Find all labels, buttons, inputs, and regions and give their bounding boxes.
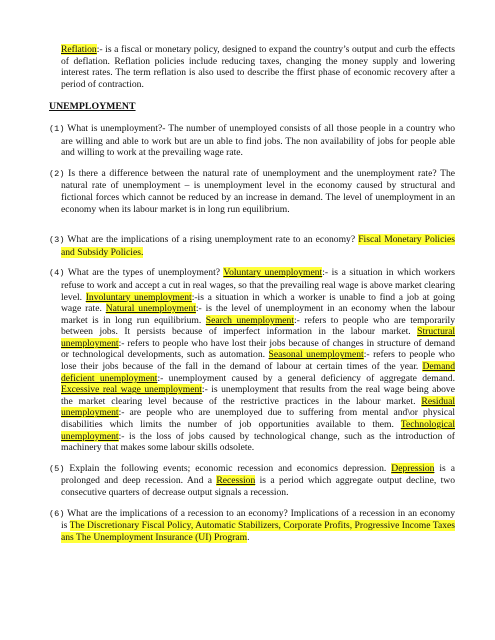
question-1-text: What is unemployment?- The number of unemployed consists of all those people in a country who are willing and able to work but are un able to find jobs. The non availability of jobs for people able and willing to work at the prevailing wage rate.: [61, 122, 455, 159]
question-4-text: What are the types of unemployment?: [64, 267, 224, 279]
term-seasonal: Seasonal unemployment: [268, 349, 364, 361]
term-recession: Recession: [216, 475, 256, 487]
question-2: [49, 168, 455, 215]
term-excessive-real-wage: Excessive real wage unemployment: [61, 384, 202, 396]
def-residual: :- are people who are unemployed due to suffering from mental and\or physical disabilities which limits the number of job opportunities available to them.: [61, 407, 455, 431]
term-residual: Residual unemployment: [61, 395, 455, 419]
question-1-number: (1): [49, 123, 65, 134]
question-1: [49, 123, 455, 159]
question-3-number: (3): [49, 235, 65, 246]
term-search: Search unemployment: [205, 314, 294, 326]
term-depression: Depression: [391, 462, 435, 474]
def-demand-deficient: :- unemployment caused by a general deficiency of aggregate demand.: [157, 372, 455, 384]
question-6-highlight: The Discretionary Fiscal Policy, Automatic Stabilizers, Corporate Profits, Progressive Income Taxes ans The Unemployment Insurance (UI) Program: [61, 520, 455, 543]
term-demand-deficient: Demand deficient unemployment: [61, 361, 455, 384]
question-6-text: What are the implications of a recession to an economy? Implications of a recession in an economy is: [61, 507, 455, 532]
term-structural: Structural unemployment: [61, 326, 455, 349]
section-heading: UNEMPLOYMENT: [49, 101, 136, 113]
def-excessive-real-wage: :- is unemployment that results from the real wage being above the market clearing level because of the restrictive practices in the labour market.: [61, 384, 455, 407]
term-technological: Technological unemployment: [61, 419, 455, 442]
def-natural: :- is the level of unemployment in an economy when the labour market is in long run equilibrium.: [61, 303, 455, 326]
question-3-text: What are the implications of a rising unemployment rate to an economy?: [64, 234, 359, 246]
term-natural: Natural unemployment: [105, 303, 196, 315]
question-3-highlight: Fiscal Monetary Policies and Subsidy Policies.: [61, 234, 455, 258]
question-2-number: (2): [49, 168, 65, 179]
def-structural: :- refers to people who have lost their jobs because of changes in structure of demand or technological developments, such as automation.: [61, 337, 455, 361]
question-2-text: Is there a difference between the natural rate of unemployment and the unemployment rate? The natural rate of unemployment – is unemployment level in the economy caused by structural and fictional forces which cannot be reduced by an increase in demand. The level of unemployment in an economy when its labour market is in long run equilibrium.: [61, 167, 455, 215]
def-recession: is a period which aggregate output decline, two consecutive quarters of decrease output signals a recession.: [61, 475, 455, 498]
question-5-text: Explain the following events; economic recession and economics depression.: [64, 462, 392, 474]
def-seasonal: :- refers to people who lose their jobs because of the fall in the demand of labour at certain times of the year.: [61, 349, 455, 373]
question-4-number: (4): [49, 268, 65, 279]
question-6: [49, 508, 455, 544]
reflation-text: :- is a fiscal or monetary policy, designed to expand the country’s output and curb the effects of deflation. Reflation policies include reducing taxes, changing the money supply and lowering interest rates. The term reflation is also used to describe the ffirst phase of economic recovery after a period of contraction.: [61, 44, 455, 90]
question-5-number: (5): [49, 463, 65, 474]
def-involuntary: :-is a situation in which a worker is unable to find a job at going wage rate.: [61, 291, 455, 315]
term-voluntary: Voluntary unemployment: [223, 267, 323, 279]
question-4: [49, 267, 455, 454]
question-5: [49, 463, 455, 499]
def-voluntary: :- is a situation in which workers refuse to work and accept a cut in real wages, so that the prevailing real wage is above market clearing level.: [61, 267, 455, 303]
reflation-term: Reflation: [61, 44, 97, 55]
reflation-paragraph: [49, 44, 455, 90]
def-technological: :- is the loss of jobs caused by technological change, such as the introduction of machinery that makes some labour skills odsolete.: [61, 430, 455, 454]
term-involuntary: Involuntary unemployment: [85, 291, 192, 303]
question-3: [49, 234, 455, 258]
def-depression: is a prolonged and deep recession. And a: [61, 462, 455, 487]
question-6-number: (6): [49, 508, 65, 519]
question-6-end: .: [247, 531, 250, 543]
def-search: :- refers to people who are temporarily between jobs. It persists because of imperfect information in the labour market.: [61, 314, 455, 338]
